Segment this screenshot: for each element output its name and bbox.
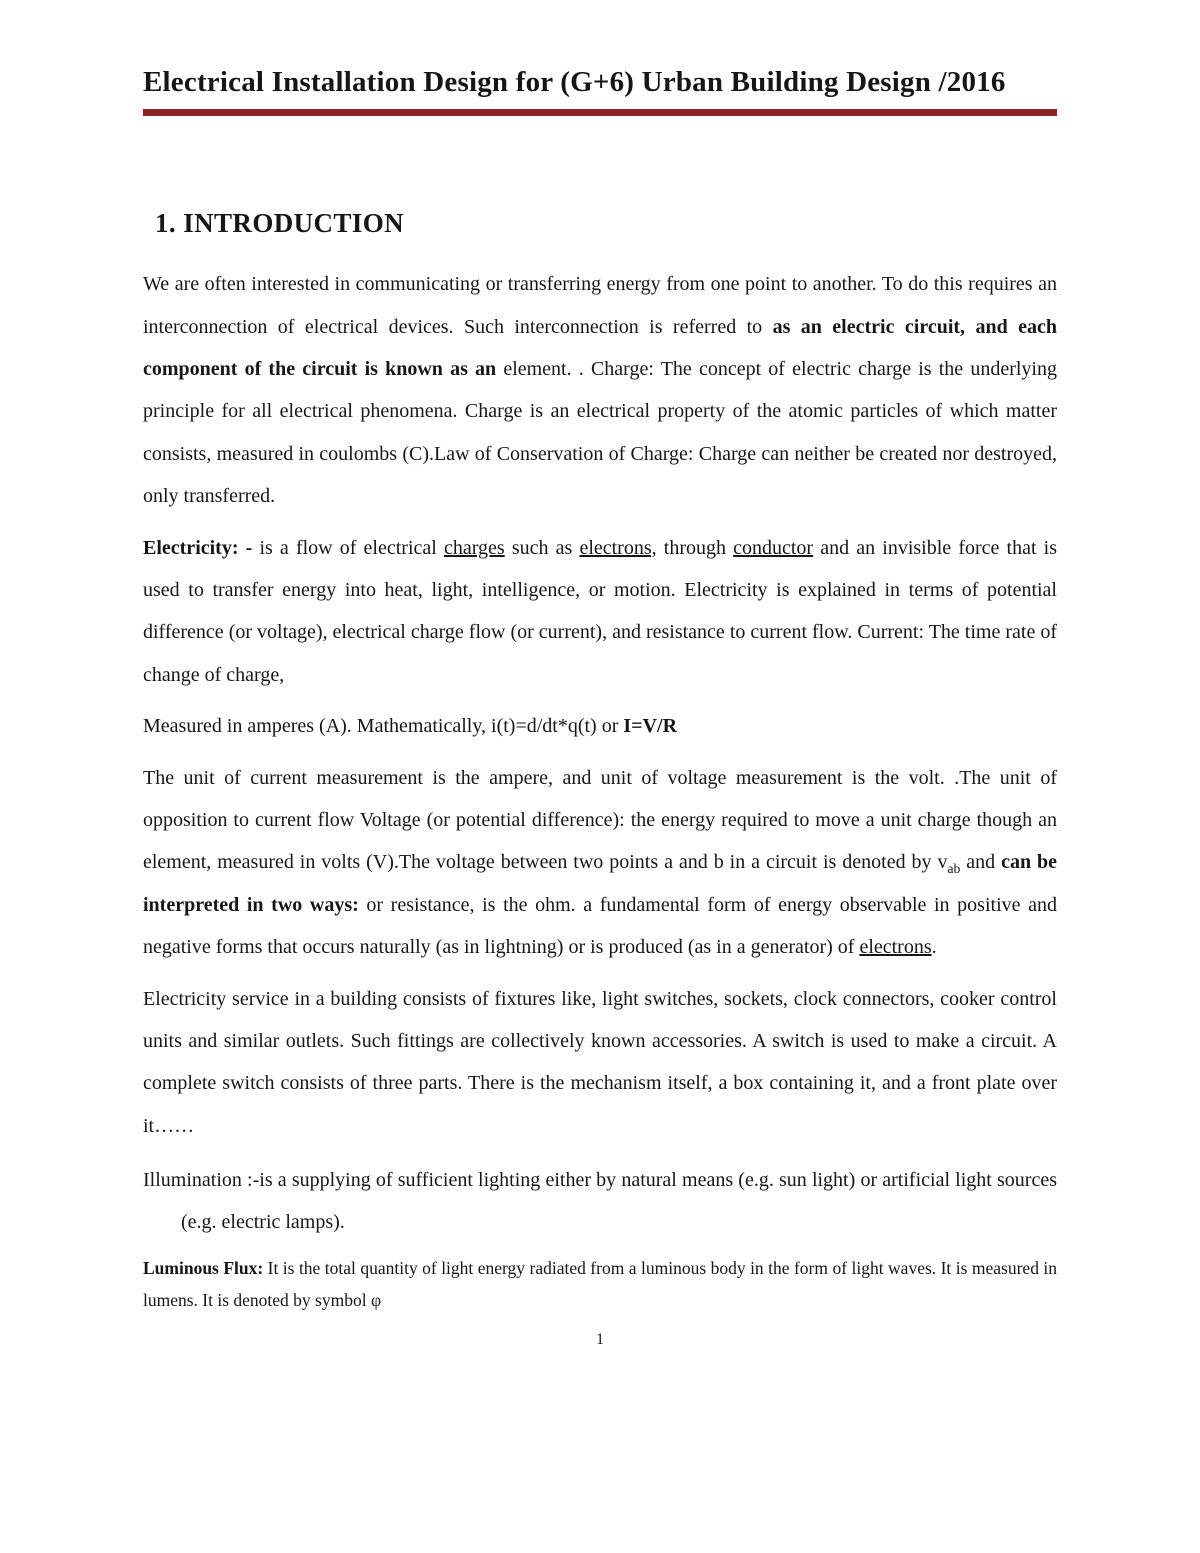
text-run: element. . Charge: The concept of electric charge is the underlying principle for all electrical phenomena. Charge is an electrical property of the atomic particles of which matter consists, measured in coulombs (C).Law of Conservation of Charge: Charge can neither be created nor destroyed, only transferred. xyxy=(143,358,1057,508)
document-body xyxy=(143,208,1057,1316)
header-title: Electrical Installation Design for (G+6) Urban Building Design /2016 xyxy=(143,66,1006,98)
text-run: and an invisible force that is used to transfer energy into heat, light, intelligence, or motion. Electricity is explained in terms of potential difference (or voltage), electrical charge flow (or current), and resistance to current flow. Current: The time rate of change of charge, xyxy=(143,536,1057,686)
text-run: Illumination :-is a supplying of sufficient lighting either by natural means (e.g. sun light) or artificial light sources (e.g. electric lamps). xyxy=(143,1169,1057,1234)
text-run-bold: I=V/R xyxy=(623,715,678,738)
text-run: or resistance, is the ohm. a fundamental form of energy observable in positive and negative forms that occurs naturally (as in lightning) or is produced (as in a generator) of xyxy=(143,893,1057,959)
text-run: Electricity service in a building consists of fixtures like, light switches, sockets, clock connectors, cooker control units and similar outlets. Such fittings are collectively known accessories. A switch is used to make a circuit. A complete switch consists of three parts. There is the mechanism itself, a box containing it, and a front plate over it…… xyxy=(143,987,1057,1137)
text-run: and xyxy=(960,851,1002,874)
text-run: We are often interested in communicating or transferring energy from one point to another. To do this requires an interconnection of electrical devices. Such interconnection is referred to xyxy=(143,273,1057,338)
text-run: The unit of current measurement is the ampere, and unit of voltage measurement is the volt. .The unit of opposition to current flow Voltage (or potential difference): the energy required to move a unit charge though an element, measured in volts (V).The voltage between two points a and b in a circuit is denoted by v xyxy=(143,766,1057,874)
text-run-bold: as an electric circuit, and each component of the circuit is known as an xyxy=(143,315,1057,381)
paragraph-luminous-flux xyxy=(143,1253,1057,1317)
paragraph-illumination xyxy=(143,1159,1057,1244)
text-run-subscript: ab xyxy=(947,861,961,877)
text-run: such as xyxy=(504,536,580,559)
section-heading: 1. INTRODUCTION xyxy=(155,208,405,239)
paragraph-electricity-service xyxy=(143,978,1057,1148)
paragraph-electricity xyxy=(143,527,1057,697)
text-run: Measured in amperes (A). Mathematically, i(t)=d/dt*q(t) or xyxy=(143,715,624,738)
text-run: through xyxy=(656,536,734,559)
page-footer xyxy=(143,1331,1057,1349)
text-run-underline: charges xyxy=(443,536,505,559)
paragraph-voltage xyxy=(143,757,1057,969)
text-run-underline: conductor xyxy=(733,536,814,559)
text-run: is a flow of electrical xyxy=(259,536,444,559)
text-run: . xyxy=(931,936,937,959)
text-run-underline: electrons xyxy=(859,936,932,959)
document-header xyxy=(143,64,1057,116)
text-run-bold: Luminous Flux: xyxy=(143,1257,264,1278)
paragraph-amperes xyxy=(143,705,1057,747)
header-rule xyxy=(143,109,1057,116)
text-run-bold: Electricity: - xyxy=(143,536,260,559)
paragraph-charge-intro xyxy=(143,263,1057,517)
text-run-underline: electrons, xyxy=(579,536,657,559)
text-run: It is the total quantity of light energy radiated from a luminous body in the form of light waves. It is measured in lumens. It is denoted by symbol φ xyxy=(143,1257,1058,1310)
text-run-bold: can be interpreted in two ways: xyxy=(143,851,1058,916)
page-number: 1 xyxy=(596,1330,604,1348)
